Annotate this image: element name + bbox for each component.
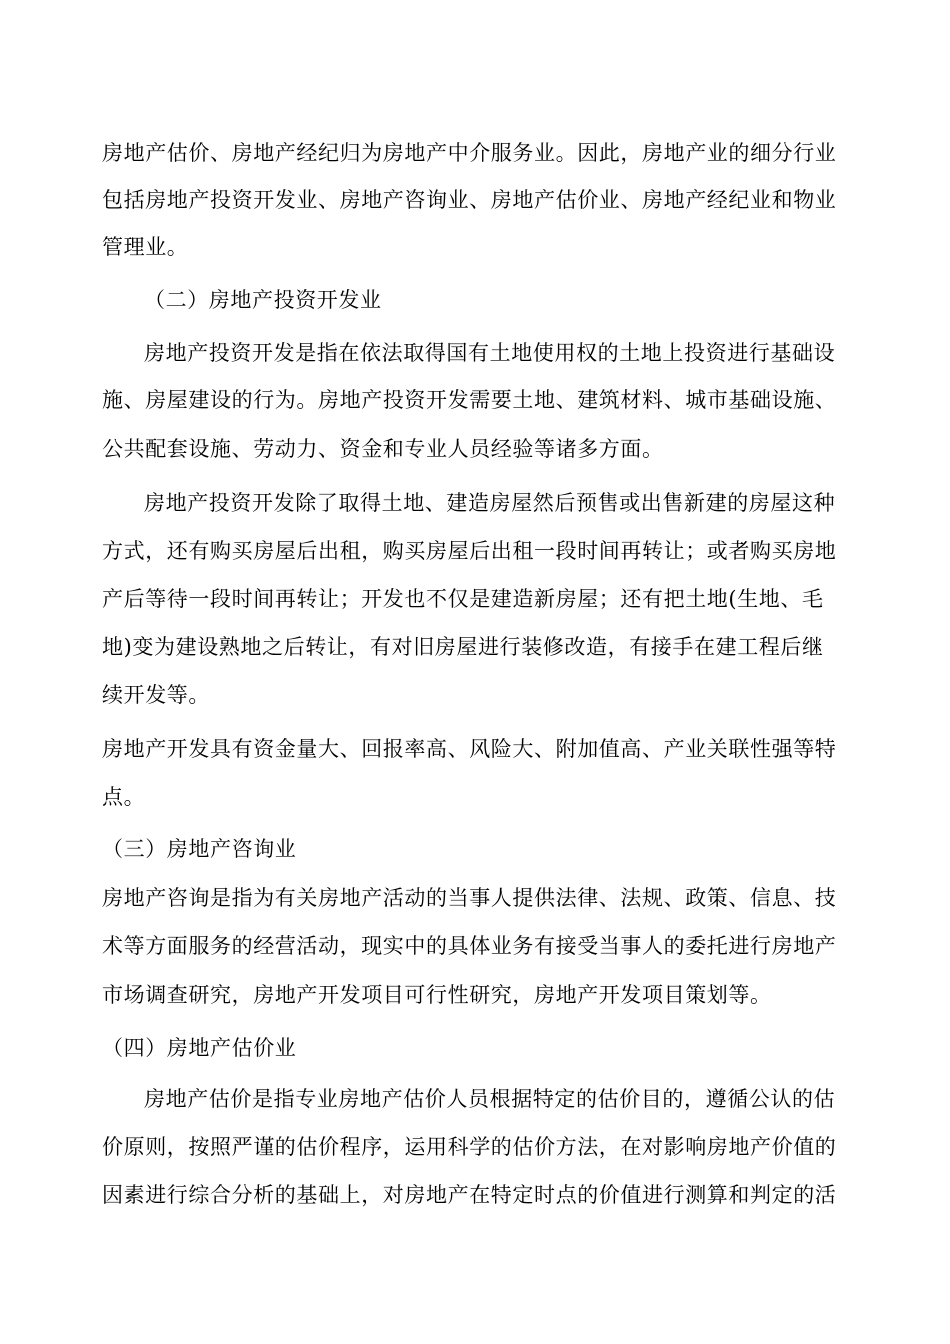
section-heading: （四）房地产估价业 bbox=[102, 1036, 297, 1060]
paragraph-line: 房地产咨询是指为有关房地产活动的当事人提供法律、法规、政策、信息、技 bbox=[102, 886, 837, 910]
paragraph-line: 房地产投资开发除了取得土地、建造房屋然后预售或出售新建的房屋这种 bbox=[144, 491, 836, 515]
paragraph-line: 管理业。 bbox=[102, 235, 189, 259]
paragraph-line: 施、房屋建设的行为。房地产投资开发需要土地、建筑材料、城市基础设施、 bbox=[102, 388, 837, 412]
paragraph-line: 房地产开发具有资金量大、回报率高、风险大、附加值高、产业关联性强等特 bbox=[102, 737, 837, 761]
paragraph-line: 市场调查研究，房地产开发项目可行性研究，房地产开发项目策划等。 bbox=[102, 983, 772, 1007]
paragraph-line: 房地产估价是指专业房地产估价人员根据特定的估价目的，遵循公认的估 bbox=[144, 1087, 836, 1111]
paragraph-line: 产后等待一段时间再转让；开发也不仅是建造新房屋；还有把土地(生地、毛 bbox=[102, 587, 824, 611]
paragraph-line: 因素进行综合分析的基础上，对房地产在特定时点的价值进行测算和判定的活 bbox=[102, 1183, 837, 1207]
paragraph-line: 公共配套设施、劳动力、资金和专业人员经验等诸多方面。 bbox=[102, 437, 664, 461]
paragraph-line: 方式，还有购买房屋后出租，购买房屋后出租一段时间再转让；或者购买房地 bbox=[102, 539, 837, 563]
paragraph-line: 房地产投资开发是指在依法取得国有土地使用权的土地上投资进行基础设 bbox=[144, 341, 836, 365]
section-heading: （三）房地产咨询业 bbox=[102, 837, 297, 861]
paragraph-line: 包括房地产投资开发业、房地产咨询业、房地产估价业、房地产经纪业和物业 bbox=[102, 188, 837, 212]
paragraph-line: 术等方面服务的经营活动，现实中的具体业务有接受当事人的委托进行房地产 bbox=[102, 934, 837, 958]
paragraph-line: 点。 bbox=[102, 785, 146, 809]
paragraph-line: 房地产估价、房地产经纪归为房地产中介服务业。因此，房地产业的细分行业 bbox=[102, 141, 837, 165]
paragraph-line: 地)变为建设熟地之后转让，有对旧房屋进行装修改造，有接手在建工程后继 bbox=[102, 635, 824, 659]
paragraph-line: 价原则，按照严谨的估价程序，运用科学的估价方法，在对影响房地产价值的 bbox=[102, 1135, 837, 1159]
section-heading: （二）房地产投资开发业 bbox=[144, 288, 382, 312]
paragraph-line: 续开发等。 bbox=[102, 683, 210, 707]
